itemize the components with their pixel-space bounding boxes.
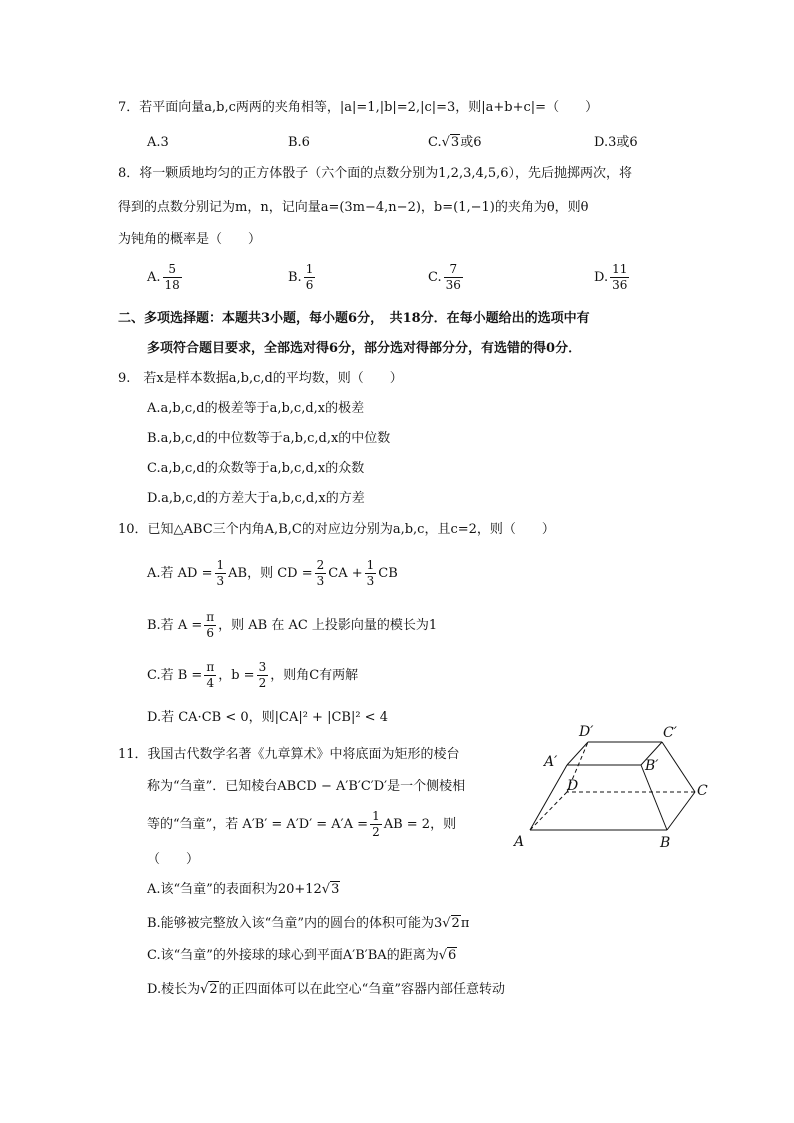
frustum-figure [505,720,715,855]
sqrt-sign: √6 [438,948,457,963]
vertex-label-d1: D′ [579,724,594,740]
fraction: $\frac{1}{6}$ [305,262,314,292]
sqrt-sign: √2 [442,916,460,931]
fraction: $\frac{1}{3}$ [216,558,225,588]
q7-option-c-label: C. [428,135,442,150]
q9-option-a: A.a,b,c,d的极差等于a,b,c,d,x的极差 [147,401,365,416]
fraction: $\frac{\pi}{4}$ [206,660,215,690]
sqrt-sign: √2 [200,982,218,997]
section-heading-line1: 二、多项选择题：本题共3小题，每小题6分， 共18分．在每小题给出的选项中有 [118,311,590,326]
q7-option-d: D.3或6 [594,135,638,150]
vertex-label-c1: C′ [663,725,677,741]
vertex-label-a1: A′ [544,754,558,770]
q8-stem-line2: 得到的点数分别记为m，n，记向量a=(3m−4,n−2)，b=(1,−1)的夹角为θ，则θ [118,200,589,215]
q11-stem-line2: 称为“刍童”．已知棱台ABCD − A′B′C′D′是一个侧棱相 [147,779,466,794]
q9-stem: 9. 若x是样本数据a,b,c,d的平均数，则（ ） [118,371,403,386]
fraction: $\frac{1}{2}$ [372,809,380,839]
q9-option-c: C.a,b,c,d的众数等于a,b,c,d,x的众数 [147,461,365,476]
q8-stem-line1: 8．将一颗质地均匀的正方体骰子（六个面的点数分别为1,2,3,4,5,6），先后抛掷两次，将 [118,166,633,181]
edge-d1a1 [567,742,588,765]
q8-stem-line3: 为钝角的概率是（ ） [118,232,262,247]
fraction: $\frac{11}{36}$ [612,262,628,292]
q7-option-b: B.6 [288,135,310,150]
fraction: $\frac{7}{36}$ [445,262,461,292]
q8-option-b: B. $\frac{1}{6}$ [288,262,314,292]
vertex-label-c: C [697,783,708,799]
q10-option-c: C.若 B = $\frac{\pi}{4}$ ，b = $\frac{3}{2}$ ，则角C有两解 [147,660,359,690]
q7-option-c: C.√3或6 [428,133,481,153]
fraction: $\frac{1}{3}$ [366,558,375,588]
q9-option-b: B.a,b,c,d的中位数等于a,b,c,d,x的中位数 [147,431,391,446]
q11-option-a: A.该“刍童”的表面积为20+12√3 [147,880,340,900]
edge-bb1 [641,765,667,830]
edge-cc1 [662,742,695,792]
q7-stem: 7．若平面向量a,b,c两两的夹角相等，|a|=1,|b|=2,|c|=3，则|a+b+c|=（ ） [118,100,599,115]
q10-stem: 10．已知△ABC三个内角A,B,C的对应边分别为a,b,c，且c=2，则（ ） [118,522,555,537]
q8-option-c: C. $\frac{7}{36}$ [428,262,461,292]
q10-option-d: D.若 CA·CB < 0，则|CA|² + |CB|² < 4 [147,710,388,725]
q8-option-a: A. $\frac{5}{18}$ [147,262,180,292]
q11-option-d: D.棱长为√2的正四面体可以在此空心“刍童”容器内部任意转动 [147,980,505,1000]
sqrt-sign: √3 [441,135,460,150]
q7-option-a: A.3 [147,135,169,150]
vertex-label-b: B [660,835,671,851]
fraction: $\frac{2}{3}$ [316,558,325,588]
q10-option-a: A.若 AD = $\frac{1}{3}$ AB，则 CD = $\frac{2}{3}$ CA + $\frac{1}{3}$ CB [147,558,398,588]
fraction: $\frac{\pi}{6}$ [206,610,215,640]
q8-option-d: D. $\frac{11}{36}$ [594,262,628,292]
q11-stem-line1: 11．我国古代数学名著《九章算术》中将底面为矩形的棱台 [118,747,460,762]
q11-answer-paren: （ ） [147,852,200,867]
edge-bc [667,792,695,830]
q11-stem-line3: 等的“刍童”，若 A′B′ = A′D′ = A′A = $\frac{1}{2}$ AB = 2，则 [147,809,457,839]
vertex-label-a: A [514,834,525,850]
vertex-label-d: D [567,778,579,794]
section-heading-line2: 多项符合题目要求，全部选对得6分，部分选对得部分分，有选错的得0分． [147,341,582,356]
fraction: $\frac{5}{18}$ [164,262,180,292]
fraction: $\frac{3}{2}$ [258,660,267,690]
q11-option-b: B.能够被完整放入该“刍童”内的圆台的体积可能为3√2π [147,914,469,934]
q9-option-d: D.a,b,c,d的方差大于a,b,c,d,x的方差 [147,491,365,506]
vertex-label-b1: B′ [645,758,659,774]
q10-option-b: B.若 A = $\frac{\pi}{6}$ ，则 AB 在 AC 上投影向量的模长为1 [147,610,438,640]
q11-option-c: C.该“刍童”的外接球的球心到平面A′B′BA的距离为√6 [147,946,457,966]
sqrt-sign: √3 [321,882,340,897]
